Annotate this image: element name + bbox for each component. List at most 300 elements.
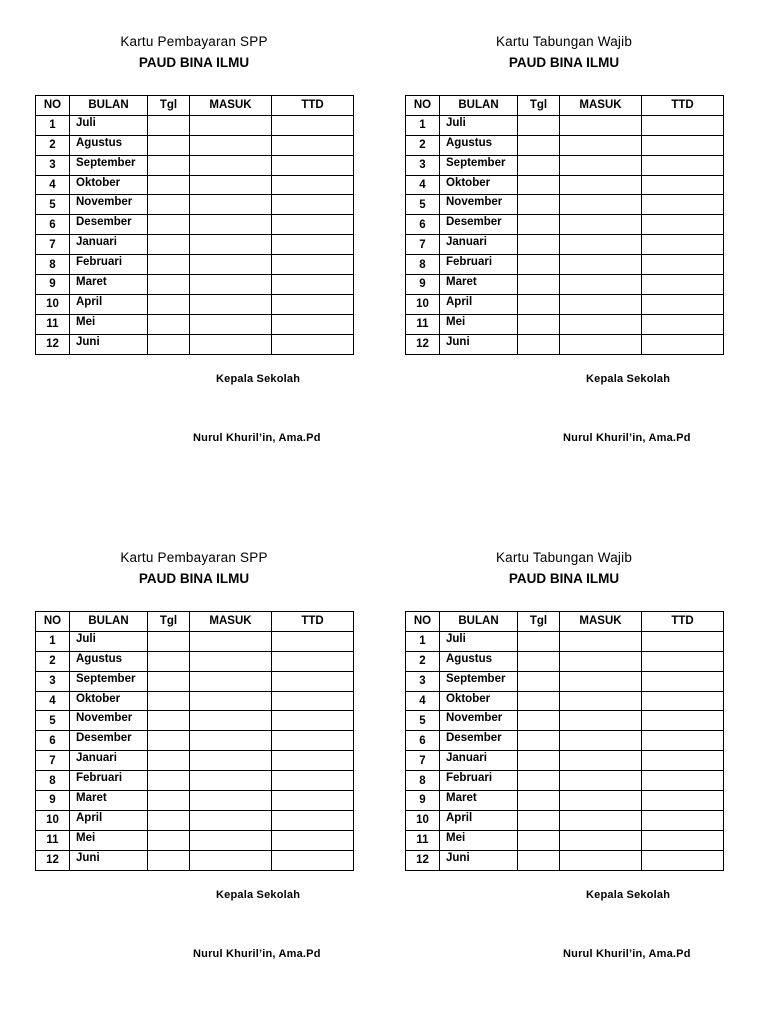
masuk-cell [560, 791, 642, 811]
table-row [36, 830, 354, 850]
masuk-cell [190, 255, 272, 275]
month-cell: Januari [440, 751, 518, 771]
month-cell: Juli [440, 115, 518, 135]
month-cell: November [440, 195, 518, 215]
month-cell: Maret [440, 791, 518, 811]
month-cell: September [70, 155, 148, 175]
payment-table [405, 611, 724, 871]
month-cell: Juli [70, 631, 148, 651]
tgl-cell [518, 771, 560, 791]
card-1 [35, 32, 353, 462]
school-name: PAUD BINA ILMU [138, 55, 250, 70]
ttd-cell [642, 791, 724, 811]
masuk-cell [190, 294, 272, 314]
table-row [406, 175, 724, 195]
ttd-cell [642, 810, 724, 830]
table-row [36, 314, 354, 334]
table-row [406, 334, 724, 354]
table-row [36, 294, 354, 314]
row-number: 10 [36, 294, 70, 314]
table-row [36, 255, 354, 275]
month-cell: Agustus [70, 651, 148, 671]
tgl-cell [518, 711, 560, 731]
masuk-cell [560, 195, 642, 215]
tgl-cell [148, 215, 190, 235]
ttd-cell [642, 751, 724, 771]
column-header-no: NO [36, 96, 70, 116]
row-number: 10 [36, 810, 70, 830]
ttd-cell [642, 255, 724, 275]
card-title: Kartu Tabungan Wajib [495, 550, 633, 565]
masuk-cell [560, 135, 642, 155]
masuk-cell [190, 711, 272, 731]
table-row [36, 651, 354, 671]
tgl-cell [148, 235, 190, 255]
tgl-cell [518, 810, 560, 830]
ttd-cell [642, 771, 724, 791]
table-row [36, 115, 354, 135]
row-number: 3 [36, 155, 70, 175]
payment-table [35, 95, 354, 355]
tgl-cell [148, 751, 190, 771]
table-header-row [36, 96, 354, 116]
masuk-cell [560, 711, 642, 731]
table-header-row [406, 612, 724, 632]
tgl-cell [148, 810, 190, 830]
row-number: 5 [406, 195, 440, 215]
masuk-cell [190, 235, 272, 255]
month-cell: Januari [70, 751, 148, 771]
month-cell: Oktober [70, 175, 148, 195]
row-number: 4 [36, 691, 70, 711]
tgl-cell [518, 791, 560, 811]
tgl-cell [148, 155, 190, 175]
month-cell: Juni [70, 850, 148, 870]
table-row [406, 651, 724, 671]
month-cell: Juni [70, 334, 148, 354]
table-row [406, 235, 724, 255]
tgl-cell [148, 671, 190, 691]
row-number: 6 [406, 731, 440, 751]
ttd-cell [272, 631, 354, 651]
row-number: 1 [406, 631, 440, 651]
column-header-no: NO [36, 612, 70, 632]
tgl-cell [148, 711, 190, 731]
tgl-cell [148, 691, 190, 711]
tgl-cell [518, 215, 560, 235]
signatory-role: Kepala Sekolah [586, 373, 671, 385]
ttd-cell [272, 731, 354, 751]
month-cell: September [440, 671, 518, 691]
masuk-cell [190, 115, 272, 135]
table-row [406, 751, 724, 771]
ttd-cell [272, 691, 354, 711]
ttd-cell [642, 275, 724, 295]
table-header-row [36, 612, 354, 632]
row-number: 1 [36, 631, 70, 651]
row-number: 7 [36, 751, 70, 771]
tgl-cell [518, 651, 560, 671]
row-number: 11 [406, 314, 440, 334]
row-number: 3 [36, 671, 70, 691]
column-header-ttd: TTD [272, 96, 354, 116]
table-row [36, 195, 354, 215]
tgl-cell [518, 115, 560, 135]
ttd-cell [272, 334, 354, 354]
tgl-cell [148, 195, 190, 215]
table-row [406, 135, 724, 155]
masuk-cell [190, 215, 272, 235]
ttd-cell [272, 115, 354, 135]
tgl-cell [518, 235, 560, 255]
masuk-cell [190, 731, 272, 751]
card-2 [405, 32, 723, 462]
month-cell: Februari [440, 255, 518, 275]
masuk-cell [560, 810, 642, 830]
tgl-cell [148, 135, 190, 155]
table-row [36, 751, 354, 771]
month-cell: November [440, 711, 518, 731]
masuk-cell [560, 235, 642, 255]
table-row [36, 631, 354, 651]
tgl-cell [148, 314, 190, 334]
ttd-cell [642, 235, 724, 255]
month-cell: Januari [70, 235, 148, 255]
month-cell: April [440, 810, 518, 830]
month-cell: Juli [70, 115, 148, 135]
masuk-cell [560, 771, 642, 791]
tgl-cell [518, 135, 560, 155]
row-number: 7 [406, 235, 440, 255]
month-cell: Februari [70, 255, 148, 275]
column-header-bulan: BULAN [440, 612, 518, 632]
masuk-cell [560, 294, 642, 314]
tgl-cell [518, 275, 560, 295]
row-number: 11 [36, 830, 70, 850]
row-number: 2 [406, 135, 440, 155]
month-cell: Oktober [440, 175, 518, 195]
tgl-cell [148, 791, 190, 811]
tgl-cell [518, 195, 560, 215]
row-number: 6 [406, 215, 440, 235]
ttd-cell [272, 751, 354, 771]
tgl-cell [518, 830, 560, 850]
month-cell: November [70, 711, 148, 731]
column-header-bulan: BULAN [70, 612, 148, 632]
column-header-bulan: BULAN [440, 96, 518, 116]
masuk-cell [560, 850, 642, 870]
masuk-cell [560, 671, 642, 691]
ttd-cell [272, 314, 354, 334]
row-number: 4 [406, 691, 440, 711]
table-row [36, 711, 354, 731]
tgl-cell [148, 850, 190, 870]
ttd-cell [272, 255, 354, 275]
ttd-cell [642, 314, 724, 334]
month-cell: Desember [440, 215, 518, 235]
tgl-cell [518, 731, 560, 751]
ttd-cell [642, 215, 724, 235]
table-row [36, 135, 354, 155]
ttd-cell [272, 830, 354, 850]
tgl-cell [148, 631, 190, 651]
masuk-cell [560, 175, 642, 195]
table-row [36, 334, 354, 354]
ttd-cell [272, 850, 354, 870]
tgl-cell [148, 830, 190, 850]
table-row [36, 235, 354, 255]
row-number: 4 [36, 175, 70, 195]
tgl-cell [518, 631, 560, 651]
ttd-cell [642, 671, 724, 691]
month-cell: Januari [440, 235, 518, 255]
table-row [406, 115, 724, 135]
tgl-cell [518, 671, 560, 691]
table-row [36, 791, 354, 811]
row-number: 5 [36, 711, 70, 731]
masuk-cell [190, 671, 272, 691]
table-row [36, 731, 354, 751]
month-cell: Juni [440, 334, 518, 354]
table-row [406, 215, 724, 235]
column-header-no: NO [406, 96, 440, 116]
signatory-role: Kepala Sekolah [586, 889, 671, 901]
tgl-cell [518, 314, 560, 334]
table-row [406, 850, 724, 870]
masuk-cell [190, 830, 272, 850]
masuk-cell [190, 850, 272, 870]
table-row [406, 294, 724, 314]
month-cell: Februari [70, 771, 148, 791]
row-number: 4 [406, 175, 440, 195]
row-number: 12 [36, 850, 70, 870]
row-number: 10 [406, 294, 440, 314]
card-3 [35, 548, 353, 978]
masuk-cell [190, 135, 272, 155]
row-number: 9 [406, 791, 440, 811]
row-number: 3 [406, 155, 440, 175]
month-cell: Februari [440, 771, 518, 791]
month-cell: November [70, 195, 148, 215]
masuk-cell [190, 810, 272, 830]
column-header-tgl: Tgl [148, 612, 190, 632]
row-number: 9 [36, 791, 70, 811]
table-row [406, 711, 724, 731]
tgl-cell [518, 175, 560, 195]
table-row [36, 691, 354, 711]
tgl-cell [518, 294, 560, 314]
month-cell: Mei [70, 830, 148, 850]
table-row [406, 771, 724, 791]
card-4 [405, 548, 723, 978]
table-row [406, 830, 724, 850]
column-header-bulan: BULAN [70, 96, 148, 116]
month-cell: Desember [70, 215, 148, 235]
tgl-cell [518, 155, 560, 175]
masuk-cell [560, 314, 642, 334]
card-title: Kartu Pembayaran SPP [120, 34, 268, 49]
ttd-cell [642, 115, 724, 135]
table-header-row [406, 96, 724, 116]
row-number: 2 [406, 651, 440, 671]
month-cell: September [440, 155, 518, 175]
row-number: 11 [36, 314, 70, 334]
masuk-cell [190, 751, 272, 771]
month-cell: April [70, 294, 148, 314]
ttd-cell [642, 830, 724, 850]
ttd-cell [642, 731, 724, 751]
row-number: 2 [36, 135, 70, 155]
month-cell: Agustus [440, 651, 518, 671]
masuk-cell [190, 195, 272, 215]
row-number: 1 [36, 115, 70, 135]
column-header-ttd: TTD [642, 96, 724, 116]
month-cell: Juli [440, 631, 518, 651]
column-header-masuk: MASUK [560, 612, 642, 632]
table-row [36, 275, 354, 295]
tgl-cell [518, 751, 560, 771]
masuk-cell [560, 631, 642, 651]
tgl-cell [148, 771, 190, 791]
masuk-cell [190, 275, 272, 295]
tgl-cell [148, 275, 190, 295]
signatory-name: Nurul Khuril’in, Ama.Pd [193, 948, 321, 960]
row-number: 12 [36, 334, 70, 354]
ttd-cell [272, 235, 354, 255]
signatory-name: Nurul Khuril’in, Ama.Pd [563, 432, 691, 444]
month-cell: Agustus [440, 135, 518, 155]
month-cell: Desember [70, 731, 148, 751]
ttd-cell [272, 215, 354, 235]
masuk-cell [560, 830, 642, 850]
masuk-cell [560, 731, 642, 751]
month-cell: Maret [70, 275, 148, 295]
column-header-tgl: Tgl [518, 612, 560, 632]
ttd-cell [642, 195, 724, 215]
tgl-cell [518, 334, 560, 354]
masuk-cell [190, 175, 272, 195]
table-row [406, 671, 724, 691]
month-cell: Maret [70, 791, 148, 811]
school-name: PAUD BINA ILMU [138, 571, 250, 586]
ttd-cell [642, 631, 724, 651]
ttd-cell [272, 275, 354, 295]
ttd-cell [642, 155, 724, 175]
row-number: 8 [36, 771, 70, 791]
masuk-cell [560, 691, 642, 711]
table-row [406, 631, 724, 651]
row-number: 8 [406, 255, 440, 275]
table-row [36, 671, 354, 691]
month-cell: Desember [440, 731, 518, 751]
row-number: 1 [406, 115, 440, 135]
month-cell: September [70, 671, 148, 691]
row-number: 5 [406, 711, 440, 731]
masuk-cell [190, 791, 272, 811]
table-row [406, 255, 724, 275]
column-header-tgl: Tgl [148, 96, 190, 116]
month-cell: Agustus [70, 135, 148, 155]
month-cell: Oktober [440, 691, 518, 711]
ttd-cell [272, 671, 354, 691]
table-row [36, 215, 354, 235]
row-number: 12 [406, 850, 440, 870]
ttd-cell [642, 334, 724, 354]
column-header-masuk: MASUK [560, 96, 642, 116]
row-number: 6 [36, 215, 70, 235]
ttd-cell [272, 651, 354, 671]
table-row [36, 850, 354, 870]
masuk-cell [560, 255, 642, 275]
ttd-cell [642, 651, 724, 671]
ttd-cell [272, 155, 354, 175]
ttd-cell [272, 810, 354, 830]
ttd-cell [272, 135, 354, 155]
tgl-cell [148, 115, 190, 135]
masuk-cell [190, 631, 272, 651]
ttd-cell [642, 175, 724, 195]
card-title: Kartu Tabungan Wajib [495, 34, 633, 49]
ttd-cell [272, 175, 354, 195]
masuk-cell [560, 215, 642, 235]
tgl-cell [518, 850, 560, 870]
masuk-cell [190, 651, 272, 671]
tgl-cell [148, 651, 190, 671]
row-number: 9 [406, 275, 440, 295]
payment-table [405, 95, 724, 355]
row-number: 12 [406, 334, 440, 354]
table-row [36, 810, 354, 830]
tgl-cell [148, 255, 190, 275]
signatory-name: Nurul Khuril’in, Ama.Pd [193, 432, 321, 444]
ttd-cell [642, 850, 724, 870]
masuk-cell [190, 771, 272, 791]
month-cell: Maret [440, 275, 518, 295]
masuk-cell [190, 691, 272, 711]
table-row [36, 155, 354, 175]
tgl-cell [148, 334, 190, 354]
table-row [406, 691, 724, 711]
table-row [406, 195, 724, 215]
table-row [406, 810, 724, 830]
masuk-cell [560, 651, 642, 671]
signatory-role: Kepala Sekolah [216, 889, 301, 901]
masuk-cell [190, 334, 272, 354]
tgl-cell [518, 255, 560, 275]
row-number: 7 [406, 751, 440, 771]
table-row [406, 155, 724, 175]
row-number: 3 [406, 671, 440, 691]
school-name: PAUD BINA ILMU [508, 55, 620, 70]
table-row [36, 771, 354, 791]
tgl-cell [148, 731, 190, 751]
table-row [406, 275, 724, 295]
masuk-cell [560, 334, 642, 354]
column-header-masuk: MASUK [190, 96, 272, 116]
column-header-masuk: MASUK [190, 612, 272, 632]
masuk-cell [560, 155, 642, 175]
ttd-cell [272, 791, 354, 811]
month-cell: Mei [70, 314, 148, 334]
column-header-ttd: TTD [642, 612, 724, 632]
month-cell: Mei [440, 314, 518, 334]
ttd-cell [642, 135, 724, 155]
ttd-cell [272, 771, 354, 791]
month-cell: April [70, 810, 148, 830]
table-row [406, 791, 724, 811]
ttd-cell [642, 691, 724, 711]
tgl-cell [148, 294, 190, 314]
